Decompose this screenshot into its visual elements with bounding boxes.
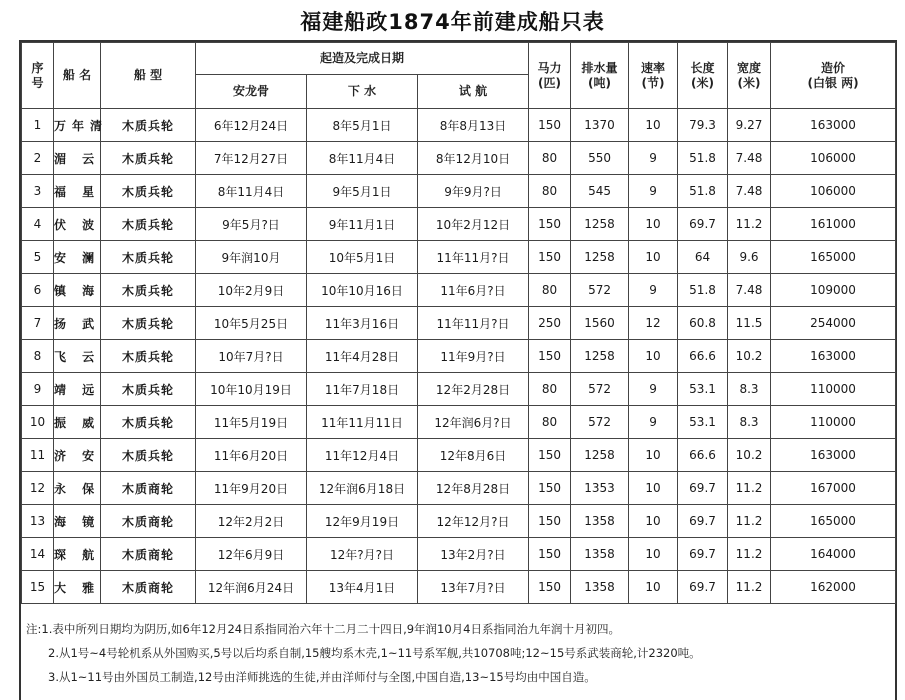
cell-keel-date: 10年10月19日 bbox=[196, 373, 307, 406]
cell-ship-type: 木质兵轮 bbox=[101, 175, 196, 208]
cell-displacement: 1258 bbox=[571, 208, 629, 241]
cell-cost: 163000 bbox=[771, 109, 896, 142]
cell-launch-date: 9年11月1日 bbox=[307, 208, 418, 241]
cell-index: 13 bbox=[22, 505, 54, 538]
cell-displacement: 1358 bbox=[571, 571, 629, 604]
cell-ship-type: 木质兵轮 bbox=[101, 439, 196, 472]
cell-horsepower: 150 bbox=[529, 439, 571, 472]
cell-speed: 10 bbox=[629, 439, 678, 472]
note-line: 3.从1~11号由外国员工制造,12号由洋师挑选的生徒,并由洋师付与全图,中国自造,13~15号均由中国自造。 bbox=[48, 670, 596, 684]
cell-launch-date: 11年11月11日 bbox=[307, 406, 418, 439]
cell-ship-type: 木质兵轮 bbox=[101, 142, 196, 175]
cell-index: 5 bbox=[22, 241, 54, 274]
header-width-text: 宽度 (米) bbox=[737, 60, 762, 90]
cell-index: 15 bbox=[22, 571, 54, 604]
header-type bbox=[101, 43, 196, 109]
cell-width: 9.6 bbox=[728, 241, 771, 274]
cell-width: 9.27 bbox=[728, 109, 771, 142]
cell-trial-date: 12年润6月?日 bbox=[418, 406, 529, 439]
cell-width: 10.2 bbox=[728, 439, 771, 472]
header-dates-group-text: 起造及完成日期 bbox=[320, 51, 405, 65]
cell-length: 79.3 bbox=[678, 109, 728, 142]
cell-launch-date: 12年9月19日 bbox=[307, 505, 418, 538]
cell-cost: 165000 bbox=[771, 241, 896, 274]
cell-keel-date: 12年润6月24日 bbox=[196, 571, 307, 604]
cell-trial-date: 11年11月?日 bbox=[418, 241, 529, 274]
table-row bbox=[22, 472, 896, 505]
cell-speed: 10 bbox=[629, 340, 678, 373]
cell-horsepower: 150 bbox=[529, 241, 571, 274]
cell-speed: 10 bbox=[629, 109, 678, 142]
header-launch-text: 下 水 bbox=[347, 84, 377, 98]
cell-length: 53.1 bbox=[678, 373, 728, 406]
cell-length: 69.7 bbox=[678, 538, 728, 571]
cell-launch-date: 10年5月1日 bbox=[307, 241, 418, 274]
cell-ship-type: 木质兵轮 bbox=[101, 340, 196, 373]
cell-width: 11.5 bbox=[728, 307, 771, 340]
cell-ship-name: 湄 云 bbox=[54, 142, 101, 175]
cell-keel-date: 12年2月2日 bbox=[196, 505, 307, 538]
header-dates-group bbox=[196, 43, 529, 75]
cell-displacement: 572 bbox=[571, 373, 629, 406]
cell-trial-date: 12年8月6日 bbox=[418, 439, 529, 472]
cell-cost: 106000 bbox=[771, 142, 896, 175]
cell-horsepower: 150 bbox=[529, 505, 571, 538]
cell-displacement: 550 bbox=[571, 142, 629, 175]
note-line: 注:1.表中所列日期均为阴历,如6年12月24日系指同治六年十二月二十四日,9年润10月4日系指同治九年润十月初四。 bbox=[26, 622, 621, 636]
header-displacement-text: 排水量 (吨) bbox=[581, 60, 618, 90]
cell-horsepower: 150 bbox=[529, 472, 571, 505]
cell-displacement: 1258 bbox=[571, 439, 629, 472]
cell-cost: 163000 bbox=[771, 439, 896, 472]
cell-launch-date: 9年5月1日 bbox=[307, 175, 418, 208]
header-keel-text: 安龙骨 bbox=[232, 84, 269, 98]
cell-trial-date: 11年11月?日 bbox=[418, 307, 529, 340]
cell-ship-name: 福 星 bbox=[54, 175, 101, 208]
cell-displacement: 545 bbox=[571, 175, 629, 208]
cell-cost: 109000 bbox=[771, 274, 896, 307]
cell-index: 8 bbox=[22, 340, 54, 373]
cell-horsepower: 150 bbox=[529, 538, 571, 571]
cell-displacement: 1358 bbox=[571, 505, 629, 538]
cell-ship-type: 木质商轮 bbox=[101, 505, 196, 538]
cell-horsepower: 150 bbox=[529, 208, 571, 241]
cell-launch-date: 13年4月1日 bbox=[307, 571, 418, 604]
header-horsepower bbox=[529, 43, 571, 109]
cell-trial-date: 8年8月13日 bbox=[418, 109, 529, 142]
cell-speed: 9 bbox=[629, 175, 678, 208]
cell-launch-date: 8年5月1日 bbox=[307, 109, 418, 142]
header-index bbox=[22, 43, 54, 109]
cell-ship-name: 振 威 bbox=[54, 406, 101, 439]
header-length-text: 长度 (米) bbox=[690, 60, 715, 90]
header-name bbox=[54, 43, 101, 109]
cell-displacement: 1358 bbox=[571, 538, 629, 571]
cell-horsepower: 80 bbox=[529, 406, 571, 439]
header-cost-text: 造价 (白银 两) bbox=[807, 60, 859, 90]
table-row bbox=[22, 109, 896, 142]
cell-index: 9 bbox=[22, 373, 54, 406]
cell-index: 12 bbox=[22, 472, 54, 505]
cell-horsepower: 250 bbox=[529, 307, 571, 340]
cell-width: 11.2 bbox=[728, 505, 771, 538]
cell-speed: 10 bbox=[629, 538, 678, 571]
cell-speed: 10 bbox=[629, 472, 678, 505]
cell-displacement: 1370 bbox=[571, 109, 629, 142]
cell-cost: 110000 bbox=[771, 406, 896, 439]
header-keel bbox=[196, 75, 307, 109]
table-row bbox=[22, 208, 896, 241]
cell-length: 53.1 bbox=[678, 406, 728, 439]
cell-trial-date: 12年8月28日 bbox=[418, 472, 529, 505]
cell-ship-name: 海 镜 bbox=[54, 505, 101, 538]
cell-width: 11.2 bbox=[728, 208, 771, 241]
cell-ship-name: 扬 武 bbox=[54, 307, 101, 340]
cell-keel-date: 6年12月24日 bbox=[196, 109, 307, 142]
cell-keel-date: 11年5月19日 bbox=[196, 406, 307, 439]
cell-trial-date: 13年2月?日 bbox=[418, 538, 529, 571]
cell-length: 60.8 bbox=[678, 307, 728, 340]
cell-ship-type: 木质兵轮 bbox=[101, 208, 196, 241]
cell-ship-name: 济 安 bbox=[54, 439, 101, 472]
table-row bbox=[22, 373, 896, 406]
cell-trial-date: 11年6月?日 bbox=[418, 274, 529, 307]
cell-horsepower: 150 bbox=[529, 340, 571, 373]
cell-width: 8.3 bbox=[728, 373, 771, 406]
cell-speed: 9 bbox=[629, 142, 678, 175]
cell-horsepower: 80 bbox=[529, 175, 571, 208]
cell-index: 11 bbox=[22, 439, 54, 472]
table-row bbox=[22, 241, 896, 274]
header-index-text: 序 号 bbox=[31, 60, 44, 90]
cell-ship-type: 木质兵轮 bbox=[101, 406, 196, 439]
cell-width: 7.48 bbox=[728, 142, 771, 175]
cell-speed: 9 bbox=[629, 373, 678, 406]
table-row bbox=[22, 505, 896, 538]
cell-ship-name: 万年清 bbox=[54, 109, 101, 142]
cell-ship-type: 木质商轮 bbox=[101, 472, 196, 505]
cell-width: 7.48 bbox=[728, 274, 771, 307]
cell-length: 69.7 bbox=[678, 571, 728, 604]
cell-width: 11.2 bbox=[728, 472, 771, 505]
cell-ship-type: 木质兵轮 bbox=[101, 109, 196, 142]
cell-keel-date: 10年5月25日 bbox=[196, 307, 307, 340]
header-trial-text: 试 航 bbox=[458, 84, 488, 98]
header-horsepower-text: 马力 (匹) bbox=[537, 60, 562, 90]
cell-launch-date: 11年4月28日 bbox=[307, 340, 418, 373]
cell-index: 10 bbox=[22, 406, 54, 439]
cell-launch-date: 12年?月?日 bbox=[307, 538, 418, 571]
cell-ship-name: 飞 云 bbox=[54, 340, 101, 373]
ships-table-body bbox=[22, 109, 896, 604]
cell-ship-type: 木质商轮 bbox=[101, 571, 196, 604]
cell-length: 51.8 bbox=[678, 175, 728, 208]
header-width bbox=[728, 43, 771, 109]
cell-horsepower: 80 bbox=[529, 274, 571, 307]
cell-width: 11.2 bbox=[728, 538, 771, 571]
cell-trial-date: 9年9月?日 bbox=[418, 175, 529, 208]
cell-speed: 12 bbox=[629, 307, 678, 340]
cell-index: 3 bbox=[22, 175, 54, 208]
table-row bbox=[22, 439, 896, 472]
cell-cost: 162000 bbox=[771, 571, 896, 604]
cell-horsepower: 80 bbox=[529, 142, 571, 175]
cell-ship-name: 大 雅 bbox=[54, 571, 101, 604]
note-line: 2.从1号~4号轮机系从外国购买,5号以后均系自制,15艘均系木壳,1~11号系军舰,共10708吨;12~15号系武装商轮,计2320吨。 bbox=[48, 646, 701, 660]
cell-launch-date: 11年7月18日 bbox=[307, 373, 418, 406]
ships-table bbox=[21, 42, 896, 604]
cell-displacement: 572 bbox=[571, 274, 629, 307]
cell-length: 66.6 bbox=[678, 340, 728, 373]
cell-cost: 254000 bbox=[771, 307, 896, 340]
cell-displacement: 1258 bbox=[571, 340, 629, 373]
cell-keel-date: 10年2月9日 bbox=[196, 274, 307, 307]
cell-speed: 10 bbox=[629, 241, 678, 274]
cell-cost: 164000 bbox=[771, 538, 896, 571]
cell-cost: 163000 bbox=[771, 340, 896, 373]
cell-trial-date: 12年2月28日 bbox=[418, 373, 529, 406]
header-speed-text: 速率 (节) bbox=[641, 60, 666, 90]
cell-length: 51.8 bbox=[678, 274, 728, 307]
header-cost bbox=[771, 43, 896, 109]
cell-keel-date: 11年6月20日 bbox=[196, 439, 307, 472]
cell-length: 69.7 bbox=[678, 472, 728, 505]
cell-keel-date: 12年6月9日 bbox=[196, 538, 307, 571]
table-row bbox=[22, 538, 896, 571]
cell-ship-name: 伏 波 bbox=[54, 208, 101, 241]
table-row bbox=[22, 406, 896, 439]
cell-keel-date: 8年11月4日 bbox=[196, 175, 307, 208]
cell-displacement: 1353 bbox=[571, 472, 629, 505]
cell-keel-date: 11年9月20日 bbox=[196, 472, 307, 505]
cell-ship-type: 木质兵轮 bbox=[101, 307, 196, 340]
cell-ship-name: 靖 远 bbox=[54, 373, 101, 406]
cell-trial-date: 11年9月?日 bbox=[418, 340, 529, 373]
cell-launch-date: 10年10月16日 bbox=[307, 274, 418, 307]
cell-keel-date: 9年润10月 bbox=[196, 241, 307, 274]
header-launch bbox=[307, 75, 418, 109]
cell-ship-name: 安 澜 bbox=[54, 241, 101, 274]
cell-index: 6 bbox=[22, 274, 54, 307]
cell-keel-date: 10年7月?日 bbox=[196, 340, 307, 373]
header-trial bbox=[418, 75, 529, 109]
cell-index: 2 bbox=[22, 142, 54, 175]
cell-horsepower: 150 bbox=[529, 571, 571, 604]
table-notes bbox=[26, 617, 901, 689]
cell-index: 7 bbox=[22, 307, 54, 340]
cell-ship-type: 木质兵轮 bbox=[101, 373, 196, 406]
cell-speed: 10 bbox=[629, 505, 678, 538]
cell-ship-type: 木质商轮 bbox=[101, 538, 196, 571]
cell-keel-date: 9年5月?日 bbox=[196, 208, 307, 241]
cell-length: 69.7 bbox=[678, 208, 728, 241]
cell-horsepower: 150 bbox=[529, 109, 571, 142]
header-name-text: 船 名 bbox=[62, 68, 92, 82]
cell-displacement: 572 bbox=[571, 406, 629, 439]
table-row bbox=[22, 142, 896, 175]
cell-cost: 110000 bbox=[771, 373, 896, 406]
cell-ship-type: 木质兵轮 bbox=[101, 241, 196, 274]
header-type-text: 船 型 bbox=[133, 68, 163, 82]
header-displacement bbox=[571, 43, 629, 109]
page-title: 福建船政1874年前建成船只表 bbox=[300, 10, 605, 34]
cell-cost: 167000 bbox=[771, 472, 896, 505]
cell-speed: 9 bbox=[629, 274, 678, 307]
cell-ship-type: 木质兵轮 bbox=[101, 274, 196, 307]
cell-index: 14 bbox=[22, 538, 54, 571]
cell-displacement: 1258 bbox=[571, 241, 629, 274]
cell-trial-date: 12年12月?日 bbox=[418, 505, 529, 538]
header-speed bbox=[629, 43, 678, 109]
cell-cost: 161000 bbox=[771, 208, 896, 241]
cell-index: 4 bbox=[22, 208, 54, 241]
cell-ship-name: 永 保 bbox=[54, 472, 101, 505]
table-row bbox=[22, 175, 896, 208]
header-length bbox=[678, 43, 728, 109]
cell-trial-date: 13年7月?日 bbox=[418, 571, 529, 604]
cell-width: 7.48 bbox=[728, 175, 771, 208]
cell-launch-date: 12年润6月18日 bbox=[307, 472, 418, 505]
cell-width: 11.2 bbox=[728, 571, 771, 604]
cell-trial-date: 8年12月10日 bbox=[418, 142, 529, 175]
cell-speed: 10 bbox=[629, 571, 678, 604]
table-row bbox=[22, 274, 896, 307]
cell-launch-date: 11年12月4日 bbox=[307, 439, 418, 472]
table-row bbox=[22, 571, 896, 604]
cell-displacement: 1560 bbox=[571, 307, 629, 340]
table-row bbox=[22, 307, 896, 340]
cell-ship-name: 镇 海 bbox=[54, 274, 101, 307]
cell-speed: 10 bbox=[629, 208, 678, 241]
cell-ship-name: 琛 航 bbox=[54, 538, 101, 571]
cell-length: 51.8 bbox=[678, 142, 728, 175]
cell-launch-date: 8年11月4日 bbox=[307, 142, 418, 175]
cell-speed: 9 bbox=[629, 406, 678, 439]
cell-horsepower: 80 bbox=[529, 373, 571, 406]
cell-length: 64 bbox=[678, 241, 728, 274]
cell-cost: 165000 bbox=[771, 505, 896, 538]
cell-width: 10.2 bbox=[728, 340, 771, 373]
cell-cost: 106000 bbox=[771, 175, 896, 208]
cell-width: 8.3 bbox=[728, 406, 771, 439]
cell-index: 1 bbox=[22, 109, 54, 142]
table-row bbox=[22, 340, 896, 373]
cell-launch-date: 11年3月16日 bbox=[307, 307, 418, 340]
cell-keel-date: 7年12月27日 bbox=[196, 142, 307, 175]
cell-length: 69.7 bbox=[678, 505, 728, 538]
cell-length: 66.6 bbox=[678, 439, 728, 472]
cell-trial-date: 10年2月12日 bbox=[418, 208, 529, 241]
